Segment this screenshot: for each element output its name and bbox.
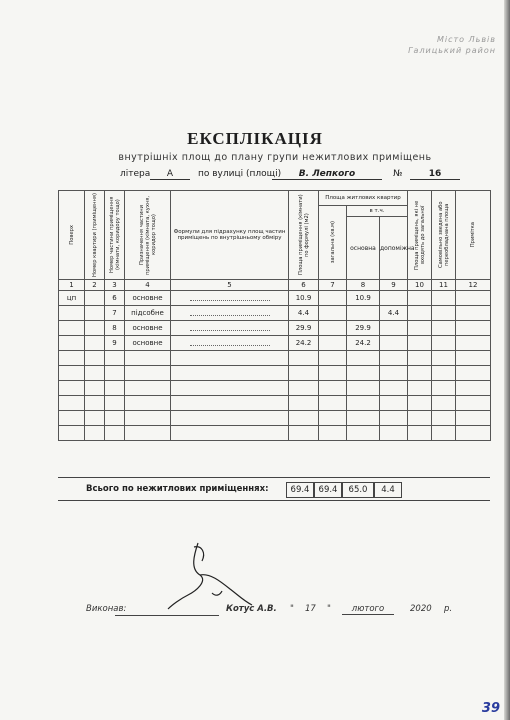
aux-cell: 4.4 [380, 306, 408, 321]
formula-cell [171, 291, 289, 306]
floor-cell: цп [59, 291, 85, 306]
street-field [272, 169, 382, 180]
col-num: 4 [125, 280, 171, 291]
purpose-cell: основне [125, 321, 171, 336]
col-nonincluded-header: Площа приміщень, які не входять до загальної [408, 191, 432, 280]
stamp-line-1: Місто Львів [436, 35, 496, 44]
street-value: В. Лепкого [272, 169, 382, 180]
formula-cell [171, 321, 289, 336]
column-number-row [59, 280, 491, 291]
col-floor-header: Поверх [59, 191, 85, 280]
main-cell: 24.2 [347, 336, 380, 351]
number-field [410, 169, 460, 180]
scan-edge [504, 0, 510, 720]
date-day: 17 [305, 604, 316, 614]
col-purpose-header: Призначення частини приміщення (кімната, кухня, коридор тощо) [125, 191, 171, 280]
header-row-1 [59, 191, 491, 206]
col-num: 8 [347, 280, 380, 291]
main-cell: 29.9 [347, 321, 380, 336]
col-total-header: загальна (кв.м) [319, 206, 347, 280]
col-apartment-header: Номер квартири (приміщення) [85, 191, 105, 280]
signature-line [115, 604, 219, 616]
purpose-cell: підсобне [125, 306, 171, 321]
total-row [58, 477, 490, 501]
date-year-suffix: р. [444, 604, 453, 614]
apartment-cell [85, 291, 105, 306]
table-row [59, 321, 491, 336]
empty-row [59, 351, 491, 366]
part-cell: 6 [105, 291, 125, 306]
aux-cell [380, 291, 408, 306]
area-cell: 10.9 [289, 291, 319, 306]
total-total: 69.4 [314, 482, 342, 498]
date-open-quote: " [290, 604, 294, 614]
purpose-cell: основне [125, 336, 171, 351]
apartment-cell [85, 336, 105, 351]
total-label: Всього по нежитлових приміщеннях: [86, 484, 269, 494]
total-cell [319, 306, 347, 321]
aux-cell [380, 336, 408, 351]
document-subtitle: внутрішніх площ до плану групи нежитлових приміщень [118, 152, 432, 163]
total-cell [319, 336, 347, 351]
col-unauthorized-header: Самовільно зведена або переобладнана площа [432, 191, 456, 280]
date-close-quote: " [327, 604, 331, 614]
number-value: 16 [410, 169, 460, 180]
apartment-cell [85, 321, 105, 336]
formula-cell [171, 306, 289, 321]
total-aux: 4.4 [374, 482, 402, 498]
col-num: 3 [105, 280, 125, 291]
main-cell: 10.9 [347, 291, 380, 306]
total-main: 65.0 [342, 482, 374, 498]
col-num: 6 [289, 280, 319, 291]
area-cell: 4.4 [289, 306, 319, 321]
col-area-header: Площа приміщення (кімнати) по формулі (м2) [289, 191, 319, 280]
total-cell [319, 321, 347, 336]
part-cell: 9 [105, 336, 125, 351]
col-num: 1 [59, 280, 85, 291]
table-row [59, 306, 491, 321]
litera-field [150, 169, 190, 180]
empty-row [59, 411, 491, 426]
empty-row [59, 366, 491, 381]
main-cell [347, 306, 380, 321]
floor-cell [59, 336, 85, 351]
floor-cell [59, 321, 85, 336]
area-cell: 24.2 [289, 336, 319, 351]
col-num: 10 [408, 280, 432, 291]
formula-cell [171, 336, 289, 351]
date-year: 2020 [410, 604, 432, 614]
col-num: 12 [456, 280, 491, 291]
street-label: по вулиці (площі) [198, 169, 282, 179]
litera-label: літера [120, 169, 151, 179]
number-label: № [393, 169, 403, 179]
col-in-total-header: в т.ч. [347, 206, 408, 217]
area-cell: 29.9 [289, 321, 319, 336]
corner-stamp [408, 34, 496, 56]
part-cell: 8 [105, 321, 125, 336]
executed-label: Виконав: [86, 604, 127, 614]
purpose-cell: основне [125, 291, 171, 306]
date-month: лютого [342, 604, 394, 615]
col-part-header: Номер частини приміщення (кімнати, коридору тощо) [105, 191, 125, 280]
part-cell: 7 [105, 306, 125, 321]
empty-row [59, 381, 491, 396]
col-num: 11 [432, 280, 456, 291]
document-title: ЕКСПЛІКАЦІЯ [187, 129, 323, 148]
table-row [59, 336, 491, 351]
explication-table [58, 190, 491, 441]
col-num: 5 [171, 280, 289, 291]
col-main-header: основна [347, 217, 380, 280]
page-number: 39 [481, 701, 500, 716]
table-row [59, 291, 491, 306]
empty-row [59, 396, 491, 411]
col-note-header: Примітка [456, 191, 491, 280]
col-group-header: Площа житлових квартир [319, 191, 408, 206]
col-num: 2 [85, 280, 105, 291]
stamp-line-2: Галицький район [408, 46, 496, 55]
empty-row [59, 426, 491, 441]
executor-name: Котус А.В. [226, 604, 277, 614]
col-aux-header: допоміжна [380, 217, 408, 280]
litera-value: А [150, 169, 190, 180]
col-num: 9 [380, 280, 408, 291]
floor-cell [59, 306, 85, 321]
aux-cell [380, 321, 408, 336]
apartment-cell [85, 306, 105, 321]
total-area: 69.4 [286, 482, 314, 498]
total-cell [319, 291, 347, 306]
col-formula-header: Формули для підрахунку площ частин приміщень по внутрішньому обміру [171, 191, 289, 280]
col-num: 7 [319, 280, 347, 291]
handwritten-signature [150, 535, 260, 615]
